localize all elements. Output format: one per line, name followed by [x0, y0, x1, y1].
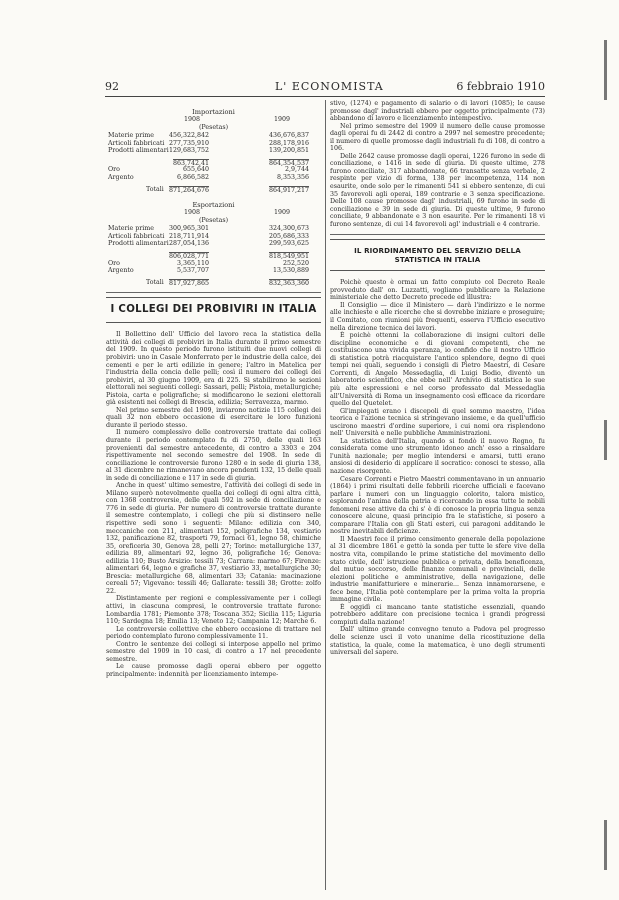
value-1909: 324,300,673: [268, 225, 309, 233]
value-1908: 456,322,842: [168, 132, 209, 139]
paragraph: Il Consiglio — dice il Ministero — darà l'indirizzo e le norme alle inchieste e alle ricerche che si dovrebbe iniziare e proseguire; il Comitato, con riunioni più frequenti, esserva l'Ufficio esecutivo nella direzione tecnica dei lavori.: [330, 301, 545, 332]
row-label: Articoli fabbricati: [108, 139, 165, 147]
total-label: Totali: [146, 185, 164, 193]
paragraph: Gl'impiegati erano i discepoli di quel sommo maestro, l'idea teorica e l'azione tecnica si stringevano insieme, e da quell'ufficio uscirono maestri d'ordine superiore, i cui nomi ora risplendono nell' Università e nelle pubbliche Amministrazioni.: [330, 407, 545, 438]
paragraph: Nel primo semestre del 1909 il numero delle cause promosse dagli operai fu di 2442 di contro a 2997 nel semestre precedente; il numero di quelle promosse dagli industriali fu di 108, di contro a 106.: [330, 122, 545, 153]
value-1908: 300,965,301: [168, 225, 209, 233]
journal-title: L' ECONOMISTA: [275, 80, 384, 93]
total-1908: 817,927,865: [168, 279, 209, 287]
row-label: Argento: [108, 267, 134, 275]
value-1908: 218,711,914: [168, 232, 209, 240]
value-1909: 8,353,356: [276, 173, 309, 181]
table-row: [106, 240, 321, 248]
value-1908: 3,365,110: [176, 259, 209, 267]
statistica-article: [330, 279, 545, 656]
value-1909: 299,593,625: [268, 240, 309, 248]
row-label: Argento: [108, 173, 134, 181]
paragraph: Delle 2642 cause promosse dagli operai, 1226 furono in sede di conciliazione, e 1416 in sede di giuria. Di queste ultime, 278 furono conciliate, 317 abbandonate, 66 transatte senza verbale, 2 respinte per vizio di forma, 138 per incompetenza, 114 non esaurite, onde solo per le rimanenti 541 si ebbero sentenze, di cui 35 favorevoli agli operai, 189 contrarie e 3 senza specificazione. Delle 108 cause promosse dagl' industriali, 69 furono in sede di conciliazione e 39 in sede di giuria. Di queste ultime, 9 furono conciliate, 9 abbandonate e 3 non esaurite. Per le rimanenti 18 vi furono sentenze, di cui 14 favorevoli agl' industriali e 4 contrarie.: [330, 152, 545, 228]
subtotal-row: [106, 159, 321, 167]
total-1909: 832,363,360: [268, 279, 309, 287]
value-1909: 205,686,333: [268, 232, 309, 240]
section-divider: [330, 234, 545, 235]
value-1908: 863,742,41: [172, 159, 209, 167]
value-1909: 288,178,916: [268, 139, 309, 147]
column-divider: [325, 100, 326, 890]
table-row: [106, 225, 321, 233]
running-header: [105, 80, 545, 94]
scan-edge-mark: [604, 40, 607, 100]
value-1909: 13,530,889: [272, 267, 309, 275]
paragraph: Anche in quest' ultimo semestre, l'attività dei collegi di sede in Milano superò notevolmente quella dei collegi di ogni altra città, con 1368 controversie, delle quali 592 in sede di conciliazione e 776 in sede di giuria. Per numero di controversie trattate durante il semestre contemplato, i collegi che più si distinsero nelle rispettive sedi sono i seguenti: Milano: edilizia con 340, meccaniche con 211, alimentari 152, poligrafiche 134, vestiario 132, panificazione 82, trasporti 79, fornaci 61, legno 58, chimiche 35, oreficeria 30, Genova 28, pelli 27; Torino: metallurgiche 137, edilizia 89, alimentari 92, legno 36, poligrafiche 16; Genova: edilizia 110; Busto Arsizio: tessili 73; Carrara: marmo 67; Firenze: alimentari 64, legno e grafiche 37, vestiario 33, metallurgiche 30; Brescia: metallurgiche 68, alimentari 33; Catania: macinazione cereali 57; Vigevano: tessili 46; Gallarate: tessili 38; Grotte: zolfo 22.: [106, 482, 321, 595]
table-row: [106, 132, 321, 140]
paragraph: È oggidì ci mancano tante statistiche essenziali, quando potrebbero additare con precisione tecnica i grandi progressi compiuti dalla nazione!: [330, 603, 545, 626]
paragraph: Il Maestri fece il primo censimento generale della popolazione al 31 dicembre 1861 e gettò la sonda per tutte le sfere vive della nostra vita, compilando le prime statistiche del movimento dello stato civile, dell' istruzione pubblica e privata, della beneficenza, del mutuo soccorso, delle finanze comunali e provinciali, delle elezioni politiche e amministrative, della navigazione, delle industrie manifatturiere e minerarie... Senza innamorarsene, e fece bene, l'Italia potè contemplare per la prima volta la propria immagine civile.: [330, 535, 545, 604]
subtotal-row: [106, 252, 321, 260]
paragraph: Distintamente per regioni e complessivamente per i collegi attivi, in ciascuna compresi, le controversie trattate furono: Lombardia 1781; Piemonte 378; Toscana 352; Sicilia 115; Liguria 110; Sardegna 18; Emilia 13; Veneto 12; Campania 12; Marche 6.: [106, 595, 321, 626]
section-title-statistica: IL RIORDINAMENTO DEL SERVIZIO DELLA STATISTICA IN ITALIA: [330, 239, 545, 271]
row-label: Prodotti alimentari: [108, 240, 169, 248]
left-column: [106, 100, 321, 678]
exports-year-b: 1909: [274, 209, 291, 217]
imports-year-b: 1909: [274, 116, 291, 123]
paragraph: La statistica dell'Italia, quando si fondò il nuovo Regno, fu considerata come uno strumento idoneo anch' esso a rinsaldare l'unità nazionale; per meglio intendersi e amarsi, tutti erano ansiosi di desiderio di applicare il socratico: conosci te stesso, alla nazione risorgente.: [330, 437, 545, 475]
total-1909: 864,917,217: [268, 186, 309, 194]
value-1908: 806,028,771: [168, 252, 209, 260]
paragraph: Le controversie collettive che ebbero occasione di trattare nel periodo contemplato furono complessivamente 11.: [106, 625, 321, 641]
value-1908: 655,640: [182, 166, 209, 174]
total-row: [106, 279, 321, 287]
table-row: [106, 174, 321, 182]
total-row: [106, 186, 321, 194]
value-1909: 818,549,951: [268, 252, 309, 260]
table-row: [106, 147, 321, 155]
value-1908: 6,866,582: [176, 173, 209, 181]
exports-years: [106, 209, 321, 217]
paragraph: Cesare Correnti e Pietro Maestri commentavano in un annuario (1864) i primi risultati delle febbrili ricerche ufficiali e facevano parlare i numeri con un linguaggio colorito, talora mistico, esplorando l'anima della patria e ricercando in essa tutte le nobili fenomeni rese attive da chi s' è di conosce la propria lingua senza conoscere alcune, quasi principio fra le statistiche, si posero a comparare l'Italia con gli Stati esteri, cui paragoni additando le nostre inevitabili deficienze.: [330, 475, 545, 536]
paragraph: Il Bollettino dell' Ufficio del lavoro reca la statistica della attività dei collegi di probiviri in Italia durante il primo semestre del 1909. In questo periodo furono istituiti due nuovi collegi di probiviri: uno in Casale Monferrato per le industrie della calce, dei cementi e per le arti edilizie in genere; l'altro in Matelica per l'industria della concia delle pelli; così il numero dei collegi dei probiviri, al 30 giugno 1909, era di 225. Si stabilirono le sezioni elettorali nei seguenti collegi: Sassari, pelli; Pistoia, metallurgiche; Pistoia, carta e poligrafiche; si modificarono le sezioni elettorali già esistenti nei collegi di Brescia, edilizia; Serravezza, marmo.: [106, 331, 321, 407]
exports-title: Esportazioni: [192, 201, 235, 210]
value-1909: 436,676,837: [268, 132, 309, 139]
paragraph: Contro le sentenze dei collegi si interpose appello nel primo semestre del 1909 in 10 casi, di contro a 17 nel precedente semestre.: [106, 640, 321, 663]
section-divider: [106, 292, 321, 293]
imports-title: Importazioni: [192, 108, 235, 116]
row-label: Prodotti alimentari: [108, 147, 169, 155]
table-row: [106, 166, 321, 174]
paragraph: È poichè ottenni la collaborazione di insigni cultori delle discipline economiche e di giovani competenti, che ne costituiscono una vivida speranza, io confido che il nostro Ufficio di statistica potrà riacquistare l'antico splendore, degno di quei tempi nei quali, seguendo i consigli di Pietro Maestri, di Cesare Correnti, di Angelo Messedaglia, di Luigi Bodio, diventò un laboratorio scientifico, che ebbe nell' Archivio di statistica le sue più alte espressioni e nel corso professato dal Messedaglia all'Università di Roma un insegnamento così efficace da ricordare quello del Quetelet.: [330, 332, 545, 408]
table-row: [106, 233, 321, 241]
value-1909: 252,520: [282, 259, 309, 267]
imports-year-a: 1908: [184, 116, 201, 123]
paragraph: Poichè questo è ormai un fatto compiuto col Decreto Reale provveduto dall' on. Luzzatti, vogliamo pubblicare la Relazione ministeriale che detto Decreto precede ed illustra:: [330, 279, 545, 302]
right-column: [330, 100, 545, 657]
row-label: Articoli fabbricati: [108, 232, 165, 240]
scan-edge-mark: [604, 420, 607, 460]
table-row: [106, 267, 321, 275]
value-1909: 2,9,744: [284, 166, 309, 174]
imports-table: [106, 108, 321, 193]
paragraph: Dall' ultimo grande convegno tenuto a Padova pel progresso delle scienze uscì il voto unanime della ricostituzione della statistica, la quale, come la matematica, è uno degli strumenti universali del sapere.: [330, 626, 545, 657]
value-1908: 129,683,752: [168, 147, 209, 155]
paragraph: Il numero complessivo delle controversie trattate dai collegi durante il periodo contemplato fu di 2750, delle quali 163 provenienti dal semestre antecedente, di contro a 3303 e 204 rispettivamente nel secondo semestre del 1908. In sede di conciliazione le controversie furono 1280 e in sede di giuria 138, al 31 dicembre ne rimanevano ancora pendenti 132, 15 delle quali in sede di conciliazione e 117 in sede di giuria.: [106, 429, 321, 482]
imports-unit: (Pesetas): [198, 124, 229, 131]
paragraph: Le cause promosse dagli operai ebbero per oggetto principalmente: indennità per licenziamento intempe-: [106, 663, 321, 678]
section-title-probiviri: I COLLEGI DEI PROBIVIRI IN ITALIA: [106, 297, 321, 323]
value-1909: 139,200,851: [268, 147, 309, 155]
row-label: Oro: [108, 166, 120, 174]
exports-unit: (Pesetas): [198, 217, 229, 225]
row-label: Materie prime: [108, 132, 154, 139]
table-row: [106, 140, 321, 148]
header-rule: [105, 96, 545, 97]
issue-date: 6 febbraio 1910: [456, 80, 545, 93]
imports-years: [106, 116, 321, 124]
probiviri-article: [106, 331, 321, 678]
probiviri-continuation: [330, 100, 545, 228]
value-1908: 277,735,910: [168, 139, 209, 147]
paragraph: stivo, (1274) e pagamento di salario o di lavori (1085); le cause promosse dagl' industriali ebbero per oggetto principalmente (73) abbandono di lavoro e licenziamento intempestivo.: [330, 100, 545, 123]
page-number: 92: [105, 80, 119, 93]
value-1908: 5,537,707: [176, 267, 209, 275]
value-1908: 287,054,136: [168, 240, 209, 248]
exports-year-a: 1908: [184, 209, 201, 217]
total-1908: 871,264,676: [168, 186, 209, 194]
paragraph: Nel primo semestre del 1909, inviarono notizie 115 collegi dei quali 32 non ebbero occasione di esercitare le loro funzioni durante il periodo stesso.: [106, 406, 321, 429]
value-1909: 864,354,537: [268, 159, 309, 167]
table-row: [106, 260, 321, 268]
exports-table: [106, 201, 321, 286]
total-label: Totali: [146, 278, 164, 286]
scan-edge-mark: [604, 820, 607, 870]
row-label: Materie prime: [108, 225, 154, 233]
row-label: Oro: [108, 259, 120, 267]
